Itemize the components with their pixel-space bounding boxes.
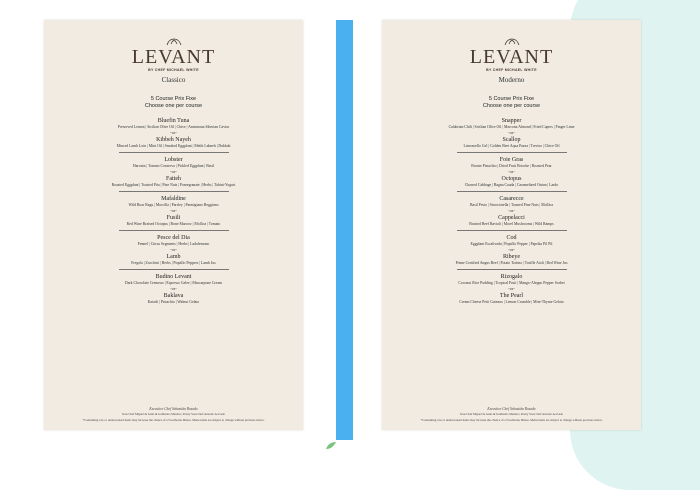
course-description: Eggplant Escalivada | Piquillo Pepper | Paprika Pil Pil xyxy=(470,242,553,246)
course-title: Casarecce xyxy=(499,196,524,202)
course-list xyxy=(44,118,303,305)
course-title: Lobster xyxy=(164,157,183,163)
prix-fixe-line: 5 Course Prix Fixe xyxy=(488,96,535,102)
or-separator: -or- xyxy=(508,247,515,252)
kitchen-team-credit: Sous Chef Miguel de Jesús & Guillermo Mendes | Pastry Sous Chef Antonio Acevedo xyxy=(121,412,226,416)
course-item xyxy=(382,235,641,252)
course-title: Cappelacci xyxy=(498,215,525,221)
menu-footer xyxy=(382,407,641,422)
section-divider xyxy=(119,230,229,231)
course-item xyxy=(44,274,303,291)
course-item xyxy=(44,293,303,305)
course-description: Charred Cabbage | Bagna Cauda | Caramelized Onion | Lardo xyxy=(464,183,559,187)
food-safety-warning: *Consuming raw or undercooked items may increase the chance of a Foodborne Illness. Menu items are subject to change without previous notice. xyxy=(420,418,603,422)
course-item xyxy=(44,118,303,135)
course-item xyxy=(382,137,641,149)
course-title: Fatteh xyxy=(166,176,181,182)
course-title: Pesce del Dia xyxy=(157,235,190,241)
course-item xyxy=(44,254,303,266)
brand-subtitle: BY CHEF MICHAEL WHITE xyxy=(486,68,537,72)
course-title: Kibbeh Nayeh xyxy=(156,137,191,143)
section-divider xyxy=(457,152,567,153)
course-title: Foie Gras xyxy=(499,157,524,163)
course-title: Budino Levant xyxy=(155,274,192,280)
course-item xyxy=(44,137,303,149)
prix-fixe-line: 5 Course Prix Fixe xyxy=(150,96,197,102)
course-title: Octopus xyxy=(501,176,522,182)
course-description: Fregola | Zucchini | Herbs | Piquillo Peppers | Lamb Jus xyxy=(131,261,216,265)
course-description: Prime Certified Angus Beef | Potato Tortino | Truffle Aioli | Red Wine Jus xyxy=(455,261,568,265)
course-item xyxy=(382,157,641,174)
course-description: Roasted Eggplant | Toasted Pita | Pine Nuts | Pomegranate | Herbs | Tahini-Yogurt xyxy=(111,183,236,187)
course-title: Mafaldine xyxy=(161,196,186,202)
brand-name: LEVANT xyxy=(469,46,554,68)
menu-footer xyxy=(44,407,303,422)
course-item xyxy=(382,293,641,305)
course-item xyxy=(44,215,303,227)
or-separator: -or- xyxy=(508,286,515,291)
prix-fixe-heading xyxy=(382,96,641,110)
course-description: Fennel | Citrus Segments | Herbs | Ladolemono xyxy=(137,242,210,246)
section-divider xyxy=(119,152,229,153)
or-separator: -or- xyxy=(508,169,515,174)
or-separator: -or- xyxy=(170,247,177,252)
course-description: Cream Cheese Petit Gateaux | Lemon Crumble | Mint-Thyme Gelato xyxy=(459,300,564,304)
course-item xyxy=(382,254,641,266)
leaf-decoration-icon xyxy=(325,441,337,450)
course-description: Limoncello Gel | Golden Beet Aqua Pazza | Treviso | Chive Oil xyxy=(463,144,560,148)
course-title: The Pearl xyxy=(499,293,524,299)
course-description: Calabrian Chili | Sicilian Olive Oil | Marcona Almond | Fried Capers | Finger Lime xyxy=(448,125,575,129)
section-divider xyxy=(457,191,567,192)
section-divider xyxy=(457,269,567,270)
course-title: Cod xyxy=(506,235,517,241)
center-divider-bar xyxy=(336,20,353,440)
section-divider xyxy=(457,230,567,231)
prix-fixe-heading xyxy=(44,96,303,110)
course-item xyxy=(44,235,303,252)
menu-page-moderno xyxy=(382,20,641,430)
course-description: Minced Lamb Loin | Mint Oil | Smoked Eggplant | Methi Labneh | Dukkah xyxy=(116,144,231,148)
course-item xyxy=(382,118,641,135)
course-item xyxy=(382,176,641,188)
menu-page-classico xyxy=(44,20,303,430)
course-title: Scallop xyxy=(502,137,521,143)
course-item xyxy=(382,196,641,213)
course-title: Fusili xyxy=(166,215,181,221)
course-title: Rizogalo xyxy=(500,274,523,280)
section-divider xyxy=(119,191,229,192)
or-separator: -or- xyxy=(170,130,177,135)
executive-chef-credit: Executive Chef Sebastián Rosado xyxy=(149,407,198,411)
course-title: Ribeye xyxy=(503,254,520,260)
kitchen-team-credit: Sous Chef Miguel de Jesús & Guillermo Mendes | Pastry Sous Chef Antonio Acevedo xyxy=(459,412,564,416)
or-separator: -or- xyxy=(170,169,177,174)
course-title: Bluefin Tuna xyxy=(157,118,190,124)
levant-logo xyxy=(44,38,303,72)
executive-chef-credit: Executive Chef Sebastián Rosado xyxy=(487,407,536,411)
prix-fixe-instruction: Choose one per course xyxy=(144,103,203,109)
or-separator: -or- xyxy=(508,208,515,213)
or-separator: -or- xyxy=(170,286,177,291)
course-title: Lamb xyxy=(166,254,181,260)
course-description: Red Wine Braised Octopus | Bone Marrow | Mollica | Tomato xyxy=(126,222,221,226)
or-separator: -or- xyxy=(508,130,515,135)
section-divider xyxy=(119,269,229,270)
prix-fixe-instruction: Choose one per course xyxy=(482,103,541,109)
course-item xyxy=(44,176,303,188)
course-item xyxy=(44,196,303,213)
course-description: Kataifi | Pistachio | Walnut Gelato xyxy=(147,300,200,304)
crest-icon xyxy=(154,38,194,46)
brand-subtitle: BY CHEF MICHAEL WHITE xyxy=(148,68,199,72)
menu-title: Moderno xyxy=(498,76,525,84)
food-safety-warning: *Consuming raw or undercooked items may increase the chance of a Foodborne Illness. Menu items are subject to change without previous notice. xyxy=(82,418,265,422)
course-item xyxy=(382,274,641,291)
or-separator: -or- xyxy=(170,208,177,213)
brand-name: LEVANT xyxy=(131,46,216,68)
course-list xyxy=(382,118,641,305)
course-description: Preserved Lemon | Sicilian Olive Oil | Chive | Ammiraua Siberian Caviar xyxy=(117,125,230,129)
menu-title: Classico xyxy=(161,76,186,84)
course-description: Harratta | Tomato Conserva | Pickled Eggplant | Basil xyxy=(132,164,215,168)
course-description: Wild Boar Ragu | Morcilla | Parsley | Parmigiano Reggiano xyxy=(128,203,219,207)
crest-icon xyxy=(492,38,532,46)
course-title: Snapper xyxy=(501,118,522,124)
course-description: Basil Pesto | Stracciatella | Toasted Pine Nuts | Mollica xyxy=(469,203,554,207)
course-description: Bronte Pistachio | Dried Fruit Brioche | Roasted Pear xyxy=(471,164,552,168)
course-description: Dark Chocolate Cremeux | Espresso Gelee | Mascarpone Cream xyxy=(124,281,223,285)
course-item xyxy=(44,157,303,174)
course-item xyxy=(382,215,641,227)
course-title: Baklava xyxy=(163,293,184,299)
course-description: Braised Beef Ravioli | Morel Mushrooms | Wild Ramps xyxy=(469,222,554,226)
levant-logo xyxy=(382,38,641,72)
course-description: Coconut Rice Pudding | Tropical Fruit | Mango-Aleppo Pepper Sorbet xyxy=(458,281,565,285)
